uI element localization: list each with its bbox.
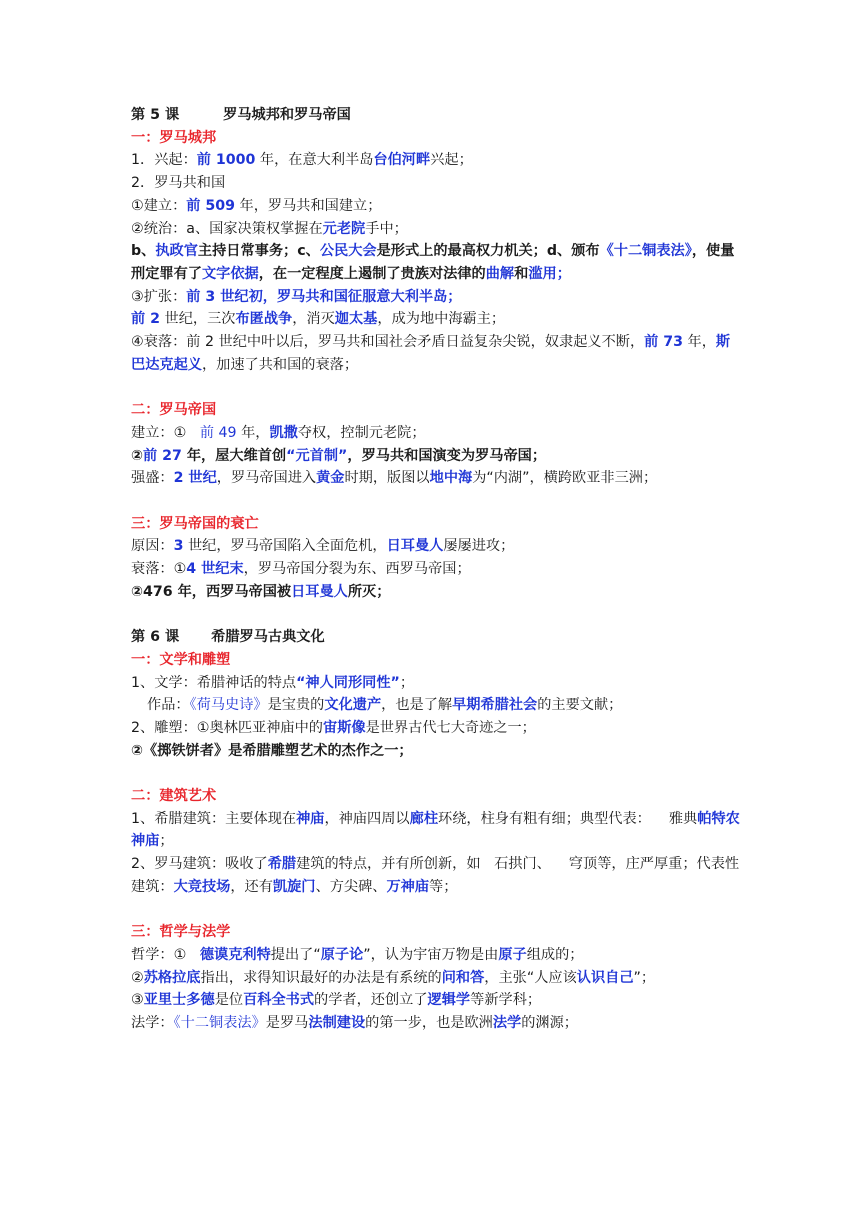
- lesson5-line-10: ②前 27 年，屋大维首创“元首制”，罗马共和国演变为罗马帝国；: [131, 447, 547, 464]
- lesson6-line-2: 作品：《荷马史诗》是宝贵的文化遗产，也是了解早期希腊社会的主要文献；: [147, 697, 623, 714]
- lesson5-line-11: 强盛：2 世纪，罗马帝国进入黄金时期，版图以地中海为“内湖”，横跨欧亚非三洲；: [131, 470, 658, 487]
- lesson5-line-2: 2．罗马共和国: [131, 175, 226, 192]
- lesson6-section2-heading: 二：建筑艺术: [131, 788, 217, 805]
- lesson5-line-4: ②统治：a、国家决策权掌握在元老院手中；: [131, 220, 408, 237]
- lesson6-line-3: 2、雕塑：①奥林匹亚神庙中的宙斯像是世界古代七大奇迹之一；: [131, 719, 536, 736]
- lesson5-line-8: ④衰落：前 2 世纪中叶以后，罗马共和国社会矛盾日益复杂尖锐，奴隶起义不断，前 73 年，斯巴达克起义，加速了共和国的衰落；: [131, 334, 731, 373]
- lesson5-line-13: 衰落：①4 世纪末，罗马帝国分裂为东、西罗马帝国；: [131, 561, 471, 578]
- lesson5-title: 第 5 课 罗马城邦和罗马帝国: [131, 107, 351, 123]
- lesson6-line-5: 1、希腊建筑：主要体现在神庙，神庙四周以廊柱环绕，柱身有粗有细；典型代表： 雅典帕特农神庙；: [131, 810, 740, 850]
- lesson5-line-7: 前 2 世纪，三次布匿战争，消灭迦太基，成为地中海霸主；: [131, 311, 506, 328]
- lesson5-line-14: ②476 年，西罗马帝国被日耳曼人所灭；: [131, 583, 391, 600]
- document-page: [131, 104, 741, 1035]
- lesson6-section1-heading: 一：文学和雕塑: [131, 651, 231, 668]
- lesson6-line-6: 2、罗马建筑：吸收了希腊建筑的特点，并有所创新，如 石拱门、 穹顶等，庄严厚重；代表性建筑：大竞技场，还有凯旋门、方尖碑、万神庙等；: [131, 856, 740, 895]
- lesson5-line-12: 原因：3 世纪，罗马帝国陷入全面危机，日耳曼人屡屡进攻；: [131, 538, 515, 555]
- lesson5-line-3: ①建立：前 509 年，罗马共和国建立；: [131, 197, 382, 214]
- lesson6-section3-heading: 三：哲学与法学: [131, 924, 231, 941]
- lesson6-line-1: 1、文学：希腊神话的特点“神人同形同性”；: [131, 674, 415, 691]
- lesson5-section2-heading: 二：罗马帝国: [131, 402, 217, 419]
- lesson5-section1-heading: 一：罗马城邦: [131, 129, 217, 146]
- lesson5-line-6: ③扩张：前 3 世纪初，罗马共和国征服意大利半岛；: [131, 288, 462, 305]
- lesson6-title: 第 6 课 希腊罗马古典文化: [131, 629, 325, 646]
- lesson6-line-4: ②《掷铁饼者》是希腊雕塑艺术的杰作之一；: [131, 742, 413, 759]
- lesson5-section3-heading: 三：罗马帝国的衰亡: [131, 515, 259, 532]
- lesson6-line-10: 法学：《十二铜表法》是罗马法制建设的第一步，也是欧洲法学的渊源；: [131, 1015, 578, 1032]
- lesson6-line-8: ②苏格拉底指出，求得知识最好的办法是有系统的问和答，主张“人应该认识自己”；: [131, 969, 656, 986]
- lesson6-line-9: ③亚里士多德是位百科全书式的学者，还创立了逻辑学等新学科；: [131, 992, 542, 1009]
- lesson6-line-7: 哲学：① 德谟克利特提出了“原子论”，认为宇宙万物是由原子组成的；: [131, 946, 584, 963]
- lesson5-line-1: 1．兴起：前 1000 年，在意大利半岛台伯河畔兴起；: [131, 152, 473, 169]
- lesson5-line-5: b、执政官主持日常事务；c、公民大会是形式上的最高权力机关；d、颁布《十二铜表法》，使量刑定罪有了文字依据，在一定程度上遏制了贵族对法律的曲解和滥用；: [131, 243, 735, 282]
- lesson5-line-9: 建立：① 前 49 年，凯撒夺权，控制元老院；: [131, 424, 426, 441]
